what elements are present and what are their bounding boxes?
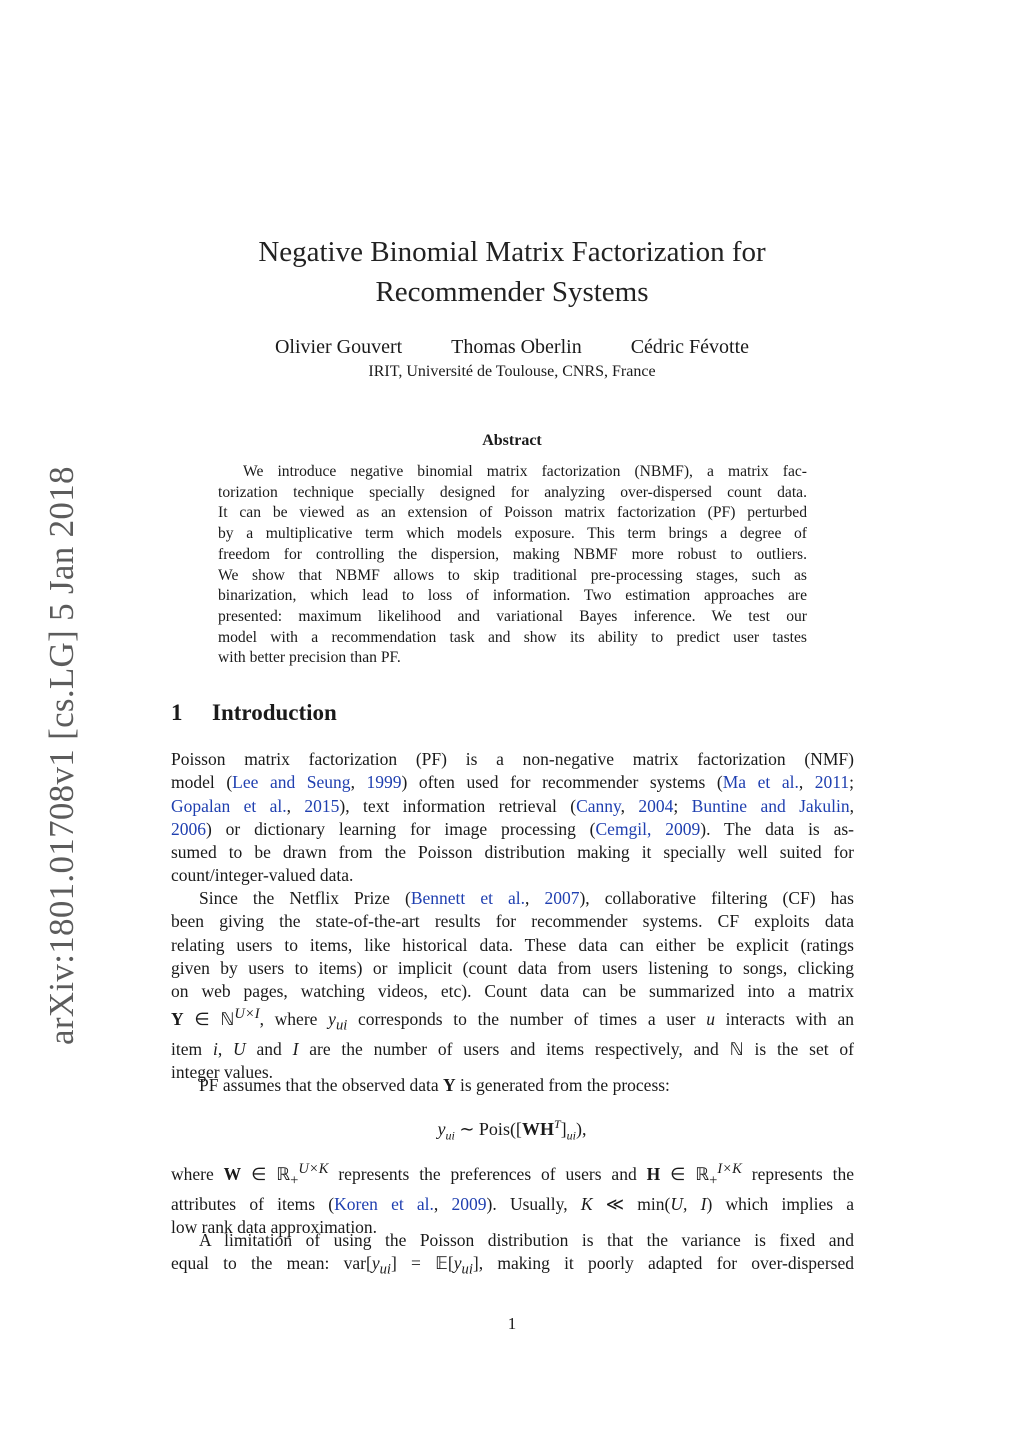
paragraph	[171, 748, 854, 888]
citation-link[interactable]: Ma et al.	[722, 772, 799, 793]
text-line: A limitation of using the Poisson distribution is that the variance is fixed and	[199, 1230, 854, 1250]
text-line: integer values.	[171, 1062, 274, 1083]
paper-title-line-2: Recommender Systems	[375, 276, 649, 308]
citation-link[interactable]: Cemgil, 2009	[595, 818, 701, 839]
abstract-body	[218, 462, 807, 669]
paper-title-line-1: Negative Binomial Matrix Factorization for	[258, 236, 766, 268]
text-line: Poisson matrix factorization (PF) is a non-negative matrix factorization (NMF)	[171, 749, 854, 769]
text-line: equal to the mean: $var[y_{ui}]$ = $𝔼[y_{ui}]$, making it poorly adapted for over-dispersed	[171, 1253, 854, 1278]
paragraph	[171, 1074, 854, 1097]
citation-link[interactable]: 2004	[638, 795, 674, 816]
citation-link[interactable]: 2006	[171, 818, 206, 839]
citation-link[interactable]: 2015	[304, 795, 340, 816]
abstract-line: freedom for controlling the dispersion, making NBMF more robust to outliers.	[218, 545, 807, 563]
text-line: 2006) or dictionary learning for image processing (Cemgil, 2009). The data is as-	[171, 818, 854, 839]
abstract-line: by a multiplicative term which models exposure. This term brings a degree of	[218, 525, 807, 543]
text-line: count/integer-valued data.	[171, 865, 354, 886]
equation: $y_{ui}$ ∼ $Pois([WH^T]_{ui})$,	[437, 1117, 587, 1143]
text-line: sumed to be drawn from the Poisson distribution making it specially well suited for	[171, 842, 854, 863]
author-name: Olivier Gouvert	[274, 336, 403, 358]
citation-link[interactable]: 2009	[451, 1193, 487, 1214]
text-line: low rank data approximation.	[171, 1216, 378, 1237]
section-heading	[171, 700, 337, 726]
section-number: 1	[171, 700, 183, 725]
text-line: model (Lee and Seung, 1999) often used for recommender systems (Ma et al., 2011;	[171, 772, 855, 793]
abstract-line: We introduce negative binomial matrix factorization (NBMF), a matrix fac-	[243, 463, 807, 480]
abstract-line: presented: maximum likelihood and variational Bayes inference. We test our	[218, 607, 807, 625]
text-line: been giving the state-of-the-art results for recommender systems. CF exploits data	[171, 911, 854, 932]
text-line: item i, U and I are the number of users and items respectively, and ℕ is the set of	[171, 1039, 854, 1060]
text-line: given by users to items) or implicit (count data from users listening to songs, clicking	[171, 957, 854, 978]
text-line: Since the Netflix Prize (Bennett et al., 2007), collaborative filtering (CF) has	[199, 888, 854, 908]
affiliation: IRIT, Université de Toulouse, CNRS, France	[368, 363, 656, 380]
abstract-heading: Abstract	[482, 432, 542, 449]
text-line: attributes of items (Koren et al., 2009). Usually, K ≪ min(U, I) which implies a	[171, 1193, 855, 1214]
author-name: Thomas Oberlin	[451, 336, 582, 358]
author-name: Cédric Févotte	[630, 336, 750, 358]
paragraph	[171, 1229, 854, 1282]
citation-link[interactable]: Koren et al.	[334, 1193, 434, 1214]
author-list	[0, 336, 1024, 359]
abstract-line: torization technique specially designed for analyzing over-dispersed count data.	[218, 483, 807, 501]
citation-link[interactable]: Canny	[576, 795, 621, 816]
section-title: Introduction	[212, 700, 337, 725]
text-line: relating users to items, like historical data. These data can either be explicit (ratings	[171, 934, 854, 955]
text-line: PF assumes that the observed data Y is generated from the process:	[199, 1075, 670, 1095]
citation-link[interactable]: 2011	[814, 772, 850, 793]
abstract-line: It can be viewed as an extension of Poisson matrix factorization (PF) perturbed	[218, 504, 807, 522]
abstract-line: We show that NBMF allows to skip traditional pre-processing stages, such as	[218, 566, 807, 584]
text-line: Y ∈ ℕ$^{U\times I}$, where $y_{ui}$ corresponds to the number of times a user u interacts with an	[171, 1006, 854, 1034]
text-line: Gopalan et al., 2015), text information retrieval (Canny, 2004; Buntine and Jakulin,	[171, 795, 855, 816]
arxiv-identifier: arXiv:1801.01708v1 [cs.LG] 5 Jan 2018	[42, 466, 81, 1045]
citation-link[interactable]: Gopalan et al.	[171, 795, 287, 816]
citation-link[interactable]: Buntine and Jakulin	[691, 795, 850, 816]
text-line: where W ∈ ℝ$_+^{U\times K}$ represents the preferences of users and H ∈ ℝ$_+^{I\times K}$ represents the	[171, 1161, 854, 1189]
abstract-line: model with a recommendation task and show its ability to predict user tastes	[218, 628, 807, 646]
citation-link[interactable]: 2007	[544, 888, 580, 908]
page-number: 1	[507, 1314, 517, 1333]
citation-link[interactable]: 1999	[366, 772, 402, 793]
paragraph	[171, 1158, 854, 1239]
paragraph	[171, 887, 854, 1085]
abstract-line: binarization, which lead to loss of information. Two estimation approaches are	[218, 587, 807, 605]
citation-link[interactable]: Lee and Seung	[232, 772, 351, 793]
text-line: on web pages, watching videos, etc). Count data can be summarized into a matrix	[171, 981, 854, 1002]
citation-link[interactable]: Bennett et al.	[410, 888, 526, 908]
abstract-line: with better precision than PF.	[218, 649, 401, 667]
